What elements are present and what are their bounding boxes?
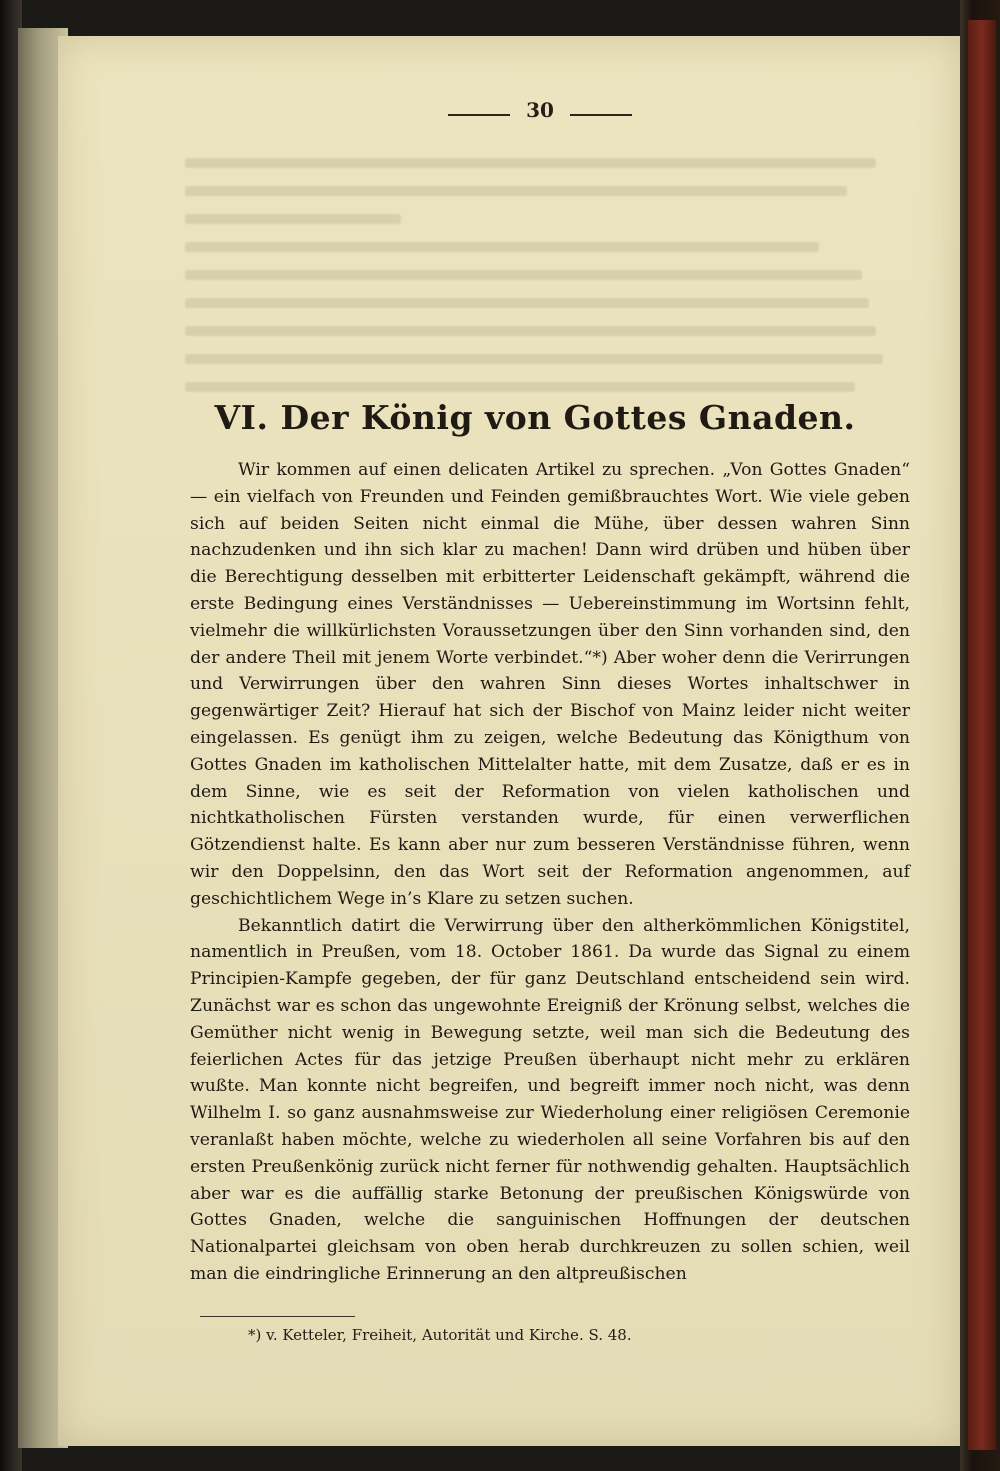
page-number: 30 bbox=[526, 98, 554, 122]
book-cover-edge bbox=[968, 20, 996, 1450]
paragraph: Bekanntlich datirt die Verwirrung über den altherkömmlichen Königstitel, namentlich in Preußen, vom 18. October 1861. Da wurde das Signal zu einem Principien-Kampfe gegeben, der für ganz Deutschland entscheidend sein wird. Zunächst war es schon das ungewohnte Ereigniß der Krönung selbst, welches die Gemüther nicht wenig in Bewegung setzte, weil man sich die Bedeutung des feierlichen Actes für das jetzige Preußen überhaupt nicht mehr zu erklären wußte. Man konnte nicht begreifen, und begreift immer noch nicht, was denn Wilhelm I. so ganz ausnahmsweise zur Wiederholung einer religiösen Ceremonie veranlaßt haben möchte, welche zu wiederholen all seine Vorfahren bis auf den ersten Preußenkönig zurück nicht ferner für nothwendig gehalten. Hauptsächlich aber war es die auffällig starke Betonung der preußischen Königswürde von Gottes Gnaden, welche die sanguinischen Hoffnungen der deutschen Nationalpartei gleichsam von oben herab durchkreuzen zu sollen schien, weil man die eindringliche Erinnerung an den altpreußischen bbox=[190, 915, 910, 1284]
header-rule-right bbox=[570, 114, 632, 116]
paragraph: Wir kommen auf einen delicaten Artikel zu sprechen. „Von Gottes Gnaden“ — ein vielfach von Freunden und Feinden gemißbrauchtes Wort. Wie viele geben sich auf beiden Seiten nicht einmal die Mühe, über dessen wahren Sinn nachzudenken und ihn sich klar zu machen! Dann wird drüben und hüben über die Berechtigung desselben mit erbitterter Leidenschaft gekämpft, während die erste Bedingung eines Verständnisses — Uebereinstimmung im Wortsinn fehlt, vielmehr die willkürlichsten Voraussetzungen über den Sinn vorhanden sind, den der andere Theil mit jenem Worte verbindet.“*) Aber woher denn die Verirrungen und Verwirrungen über den wahren Sinn dieses Wortes inhaltschwer in gegenwärtiger Zeit? Hierauf hat sich der Bischof von Mainz leider nicht weiter eingelassen. Es genügt ihm zu zeigen, welche Bedeutung das Königthum von Gottes Gnaden im katholischen Mittelalter hatte, mit dem Zusatze, daß er es in dem Sinne, wie es seit der Reformation von vielen katholischen und nichtkatholischen Fürsten verstanden wurde, für einen verwerflichen Götzendienst halte. Es kann aber nur zum besseren Verständnisse führen, wenn wir den Doppelsinn, den das Wort seit der Reformation angenommen, auf geschichtlichem Wege in’s Klare zu setzen suchen. bbox=[190, 460, 910, 909]
chapter-heading: VI. Der König von Gottes Gnaden. bbox=[214, 398, 856, 437]
body-text bbox=[190, 457, 910, 1288]
footnote-rule bbox=[200, 1316, 355, 1317]
page-header bbox=[440, 98, 640, 128]
footnote: *) v. Ketteler, Freiheit, Autorität und Kirche. S. 48. bbox=[248, 1326, 632, 1344]
